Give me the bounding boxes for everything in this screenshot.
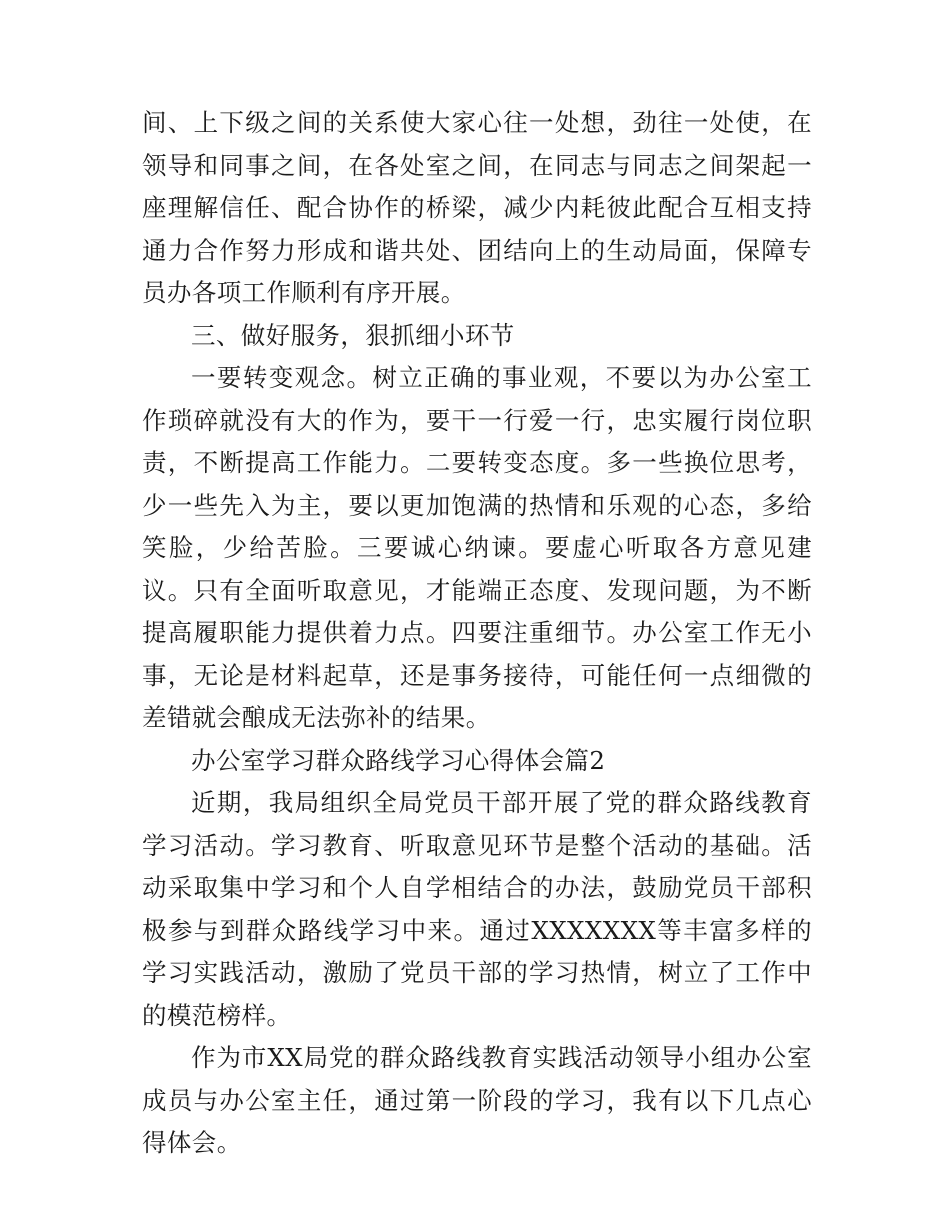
document-body — [142, 102, 812, 1165]
section-heading-3: 三、做好服务，狠抓细小环节 — [191, 320, 515, 350]
paragraph-service: 一要转变观念。树立正确的事业观，不要以为办公室工作琐碎就没有大的作为，要干一行爱一行，忠实履行岗位职责，不断提高工作能力。二要转变态度。多一些换位思考，少一些先入为主，要以更加饱满的热情和乐观的心态，多给笑脸，少给苦脸。三要诚心纳谏。要虚心听取各方意见建议。只有全面听取意见，才能端正态度、发现问题，为不断提高履职能力提供着力点。四要注重细节。办公室工作无小事，无论是材料起草，还是事务接待，可能任何一点细微的差错就会酿成无法弥补的结果。 — [142, 363, 812, 732]
paragraph-reflection-intro: 作为市XX局党的群众路线教育实践活动领导小组办公室成员与办公室主任，通过第一阶段的学习，我有以下几点心得体会。 — [142, 1043, 812, 1157]
article-title-2: 办公室学习群众路线学习心得体会篇2 — [191, 745, 606, 775]
paragraph-continuation: 间、上下级之间的关系使大家心往一处想，劲往一处使，在领导和同事之间，在各处室之间，在同志与同志之间架起一座理解信任、配合协作的桥梁，减少内耗彼此配合互相支持通力合作努力形成和谐共处、团结向上的生动局面，保障专员办各项工作顺利有序开展。 — [142, 108, 812, 307]
paragraph-recent-activity: 近期，我局组织全局党员干部开展了党的群众路线教育学习活动。学习教育、听取意见环节是整个活动的基础。活动采取集中学习和个人自学相结合的办法，鼓励党员干部积极参与到群众路线学习中来。通过XXXXXXX等丰富多样的学习实践活动，激励了党员干部的学习热情，树立了工作中的模范榜样。 — [142, 788, 812, 1030]
